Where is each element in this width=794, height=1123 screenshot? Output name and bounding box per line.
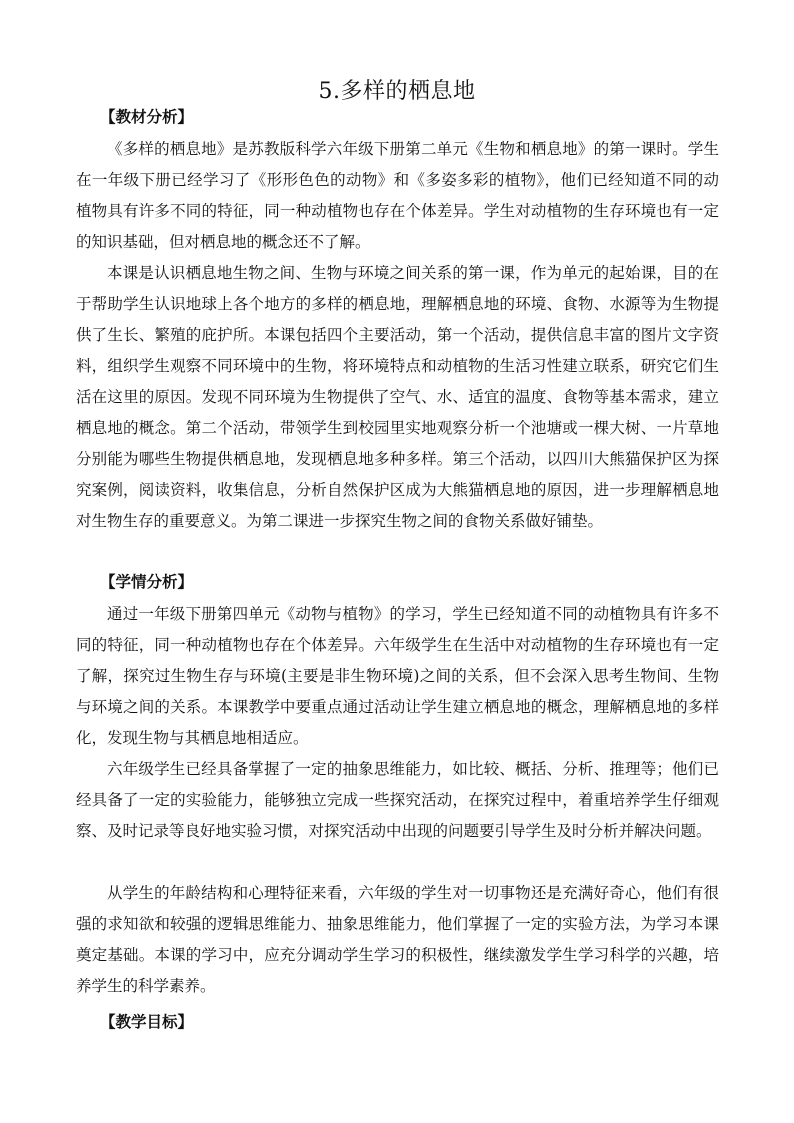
document-title: 5.多样的栖息地 (318, 79, 476, 104)
section-heading-student-analysis: 【学情分析】 (100, 572, 194, 591)
paragraph: 通过一年级下册第四单元《动物与植物》的学习，学生已经知道不同的动植物具有许多不同的特征，同一种动植物也存在个体差异。六年级学生在生活中对动植物的生存环境也有一定了解，探究过生物生存与环境(主要是非生物环境)之间的关系，但不会深入思考生物间、生物与环境之间的关系。本课教学中要重点通过活动让学生建立栖息地的概念，理解栖息地的多样化，发现生物与其栖息地相适应。 (76, 605, 719, 747)
section-heading-teaching-objectives: 【教学目标】 (100, 1012, 194, 1031)
paragraph: 六年级学生已经具备掌握了一定的抽象思维能力，如比较、概括、分析、推理等；他们已经具备了一定的实验能力，能够独立完成一些探究活动，在探究过程中，着重培养学生仔细观察、及时记录等良好地实验习惯，对探究活动中出现的问题要引导学生及时分析并解决问题。 (76, 760, 719, 840)
section-heading-textbook-analysis: 【教材分析】 (100, 107, 194, 126)
paragraph: 从学生的年龄结构和心理特征来看，六年级的学生对一切事物还是充满好奇心，他们有很强的求知欲和较强的逻辑思维能力、抽象思维能力，他们掌握了一定的实验方法，为学习本课奠定基础。本课的学习中，应充分调动学生学习的积极性，继续激发学生学习科学的兴趣，培养学生的科学素养。 (76, 884, 719, 995)
paragraph: 本课是认识栖息地生物之间、生物与环境之间关系的第一课，作为单元的起始课，目的在于帮助学生认识地球上各个地方的多样的栖息地，理解栖息地的环境、食物、水源等为生物提供了生长、繁殖的庇护所。本课包括四个主要活动，第一个活动，提供信息丰富的图片文字资料，组织学生观察不同环境中的生物，将环境特点和动植物的生活习性建立联系，研究它们生活在这里的原因。发现不同环境为生物提供了空气、水、适宜的温度、食物等基本需求，建立栖息地的概念。第二个活动，带领学生到校园里实地观察分析一个池塘或一棵大树、一片草地分别能为哪些生物提供栖息地，发现栖息地多种多样。第三个活动，以四川大熊猫保护区为探究案例，阅读资料，收集信息，分析自然保护区成为大熊猫栖息地的原因，进一步理解栖息地对生物生存的重要意义。为第二课进一步探究生物之间的食物关系做好铺垫。 (76, 264, 719, 530)
paragraph: 《多样的栖息地》是苏教版科学六年级下册第二单元《生物和栖息地》的第一课时。学生在一年级下册已经学习了《形形色色的动物》和《多姿多彩的植物》，他们已经知道不同的动植物具有许多不同的特征，同一种动植物也存在个体差异。学生对动植物的生存环境也有一定的知识基础，但对栖息地的概念还不了解。 (76, 140, 719, 251)
